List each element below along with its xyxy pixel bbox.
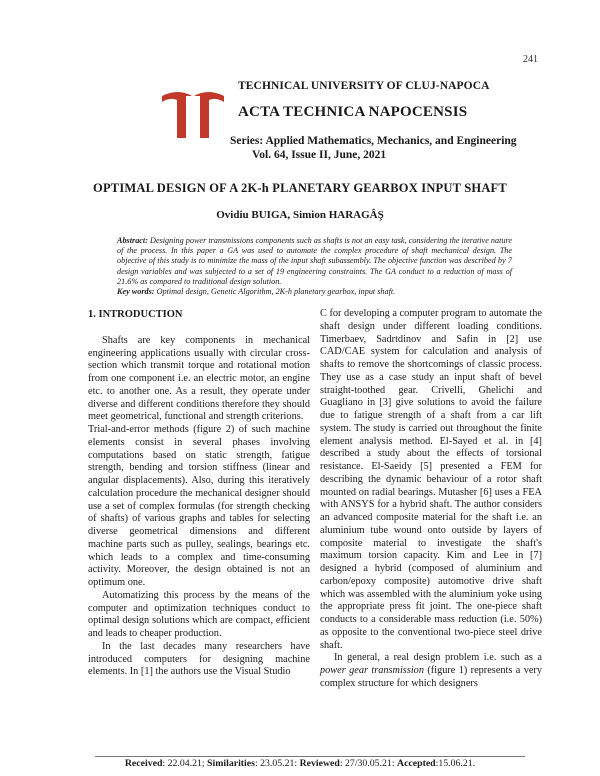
paragraph: Automatizing this process by the means of the computer and optimization techniques conduct to optimal design solutions which are compact, efficient and leads to cheaper production.: [88, 589, 310, 639]
received-label: Received: [124, 758, 163, 769]
journal-series: Series: Applied Mathematics, Mechanics, and Engineering: [230, 135, 517, 147]
paragraph: [320, 652, 542, 690]
paragraph-part: In general, a real design problem i.e. such as a: [334, 652, 542, 664]
paragraph: Trial-and-error methods (figure 2) of such machine elements consist in several phases involving computations based on static strength, fatigue strength, bending and torsion stiffness (linear and angular displacements). Also, during this iteratively calculation procedure the mechanical designer should use a set of complex formulas (for strength checking of shafts) of various graphs and tables for selecting diverse geometrical dimensions and different machine parts such as pulley, sealings, bearings etc. which leads to a complex and time-consuming activity. Moreover, the design obtained is not an optimum one.: [88, 424, 310, 588]
paragraph-part: (figure 1) represents a very complex structure for which designers: [320, 665, 542, 689]
journal-name: ACTA TECHNICA NAPOCENSIS: [238, 104, 468, 120]
reviewed-date: 27/30.05.21: [345, 758, 392, 769]
abstract-label: Abstract:: [117, 236, 148, 245]
section-heading: 1. INTRODUCTION: [88, 309, 183, 320]
similarities-date: 23.05.21: [260, 758, 295, 769]
keywords-label: Key words:: [117, 287, 155, 297]
logo-left-mark: [162, 92, 192, 138]
paper-title: OPTIMAL DESIGN OF A 2K-h PLANETARY GEARBOX INPUT SHAFT: [93, 181, 507, 195]
accepted-label: Accepted: [397, 758, 436, 769]
journal-volume: Vol. 64, Issue II, June, 2021: [252, 149, 387, 161]
left-column: [88, 309, 310, 679]
right-column: [320, 308, 542, 691]
footer-dates: Received: 22.04.21; Similarities: 23.05.21: Reviewed: 27/30.05.21: Accepted:15.06.21.: [124, 758, 476, 769]
page-number: 241: [523, 54, 538, 65]
university-logo: [160, 88, 226, 140]
similarities-label: Similarities: [207, 758, 255, 769]
abstract-block: [117, 236, 512, 297]
keywords-text: Optimal design, Genetic Algorithm, 2K-h planetary gearbox, input shaft.: [156, 287, 396, 297]
paragraph: C for developing a computer program to automate the shaft design under different loading conditions. Timerbaev, Sadrtdinov and Safin in [2] use CAD/CAE system for calculation and analysis of shafts to remove the shortcomings of classic process. They use as a case study an input shaft of bevel straight-toothed gear. Crivelli, Ghelichi and Guagliano in [3] give solutions to avoid the failure due to fatigue strength of a shaft from a car lift system. The study is carried out throughout the finite element analysis method. El-Sayed et al. in [4] described a study about the effects of torsional resistance. El-Saeidy [5] presented a FEM for describing the dynamic behaviour of a rotor shaft mounted on radial bearings. Mutasher [6] uses a FEA with ANSYS for a hybrid shaft. The author considers an advanced composite material for the shaft i.e. an aluminium tube wound onto outside by layers of composite material to investigate the shaft's maximum torsion capacity. Kim and Lee in [7] designed a hybrid (composed of aluminium and carbon/epoxy composite) automotive drive shaft which was assembled with the aluminium yoke using the appropriate press fit joint. The one-piece shaft conducts to a considerable mass reduction (i.e. 50%) as opposite to the conventional two-piece steel drive shaft.: [320, 308, 542, 651]
paper-authors: Ovidiu BUIGA, Simion HARAGÂŞ: [216, 209, 384, 221]
footer-divider: [95, 756, 525, 757]
italic-term: power gear transmission: [320, 665, 424, 676]
abstract-text: [117, 236, 512, 287]
logo-right-mark: [194, 92, 224, 138]
received-date: 22.04.21: [167, 758, 202, 769]
accepted-date: 15.06.21.: [438, 758, 476, 769]
journal-header: [230, 80, 538, 161]
keywords-line: [117, 287, 512, 297]
abstract-body: Designing power transmissions components such as shafts is not an easy task, considering the iterative nature of the process. In this paper a GA was used to automate the complex procedure of shaft mechanical design. The objective of this study is to minimize the mass of the input shaft subassembly. The objective function was described by 7 design variables and was subjected to a set of 19 engineering constraints. The GA conduct to a reduction of mass of 21.6% as compared to traditional design solution.: [117, 236, 512, 286]
paragraph: In the last decades many researchers have introduced computers for designing machine elements. In [1] the authors use the Visual Studio: [88, 640, 310, 678]
reviewed-label: Reviewed: [299, 758, 340, 769]
university-name: TECHNICAL UNIVERSITY OF CLUJ-NAPOCA: [238, 80, 490, 92]
paragraph: Shafts are key components in mechanical engineering applications usually with circular cross-section which transmit torque and rotational motion from one component i.e. an electric motor, an engine etc. to another one. As a result, they operate under diverse and different conditions therefore they should meet geometrical, functional and strength criterions.: [88, 334, 310, 423]
